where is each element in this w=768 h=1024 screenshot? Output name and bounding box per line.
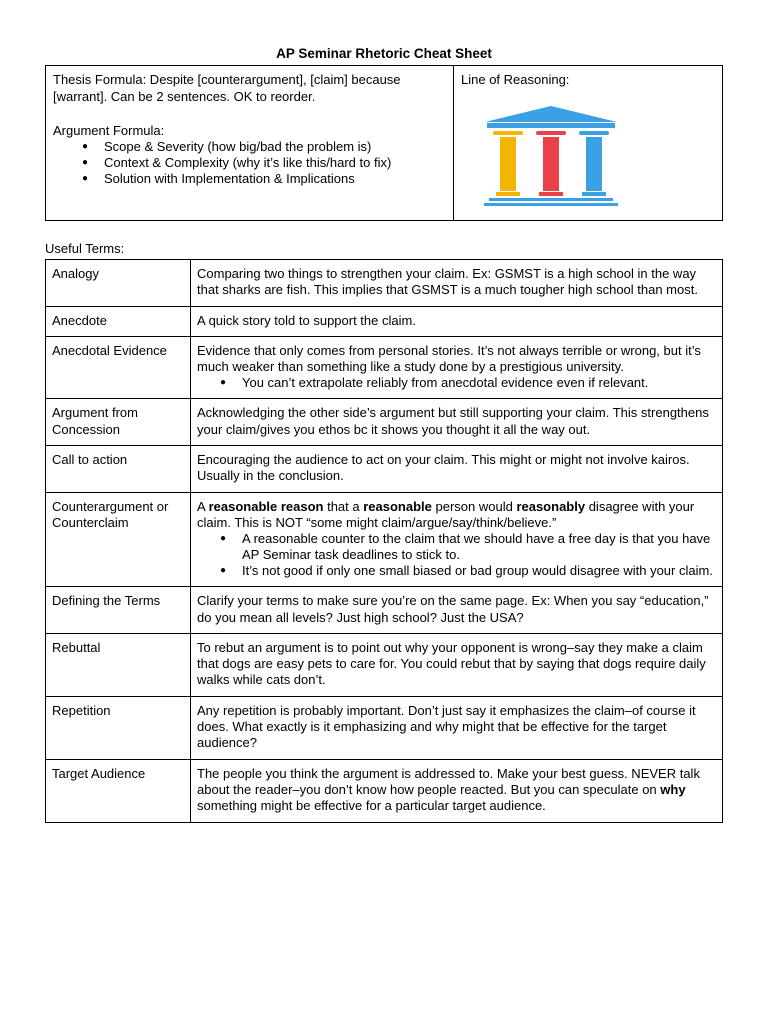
argument-formula-item: ● Solution with Implementation & Implications — [104, 171, 446, 187]
term-cell: Anecdotal Evidence — [46, 336, 191, 399]
term-cell: Repetition — [46, 696, 191, 759]
definition-bullets — [197, 375, 715, 391]
term-cell: Analogy — [46, 260, 191, 307]
formula-cell — [46, 66, 454, 221]
term-cell: Target Audience — [46, 759, 191, 822]
argument-formula-heading: Argument Formula: — [53, 123, 165, 138]
temple-roof — [485, 106, 617, 122]
term-cell: Rebuttal — [46, 633, 191, 696]
definition-cell: To rebut an argument is to point out why your opponent is wrong–say they make a claim that dogs are easy pets to care for. You could rebut that by saying that dogs require daily walks while cats don’t. — [191, 633, 723, 696]
definition-text: A reasonable reason that a reasonable person would reasonably disagree with your claim. This is NOT “some might claim/argue/say/think/believe.” — [197, 498, 695, 530]
table-row — [46, 759, 723, 822]
definition-text: Evidence that only comes from personal stories. It’s not always terrible or wrong, but it’s much weaker than something like a study done by a prestigious university. — [197, 342, 701, 375]
useful-terms-label: Useful Terms: — [45, 241, 125, 256]
term-cell: Defining the Terms — [46, 587, 191, 634]
column-middle — [536, 131, 566, 196]
definition-cell: Encouraging the audience to act on your claim. This might or might not involve kairos. Usually in the conclusion. — [191, 446, 723, 493]
table-row — [46, 306, 723, 336]
term-cell: Call to action — [46, 446, 191, 493]
argument-formula-item: ● Scope & Severity (how big/bad the problem is) — [104, 139, 446, 155]
temple-columns-icon — [481, 104, 621, 214]
definition-cell — [191, 336, 723, 399]
table-row — [46, 633, 723, 696]
definition-cell: Clarify your terms to make sure you’re on the same page. Ex: When you say “education,” do you mean all levels? Just high school? Just the USA? — [191, 587, 723, 634]
definition-cell: A quick story told to support the claim. — [191, 306, 723, 336]
definition-cell: Acknowledging the other side’s argument but still supporting your claim. This strengthens your claim/gives you ethos bc it shows you thought it all the way out. — [191, 399, 723, 446]
table-row — [46, 399, 723, 446]
temple-step — [489, 198, 613, 201]
table-row — [46, 446, 723, 493]
temple-step — [484, 203, 618, 206]
definition-bullet: ● You can’t extrapolate reliably from anecdotal evidence even if relevant. — [242, 375, 715, 391]
argument-formula-list — [53, 139, 446, 187]
definition-cell: The people you think the argument is addressed to. Make your best guess. NEVER talk about the reader–you don’t know how people reacted. But you can speculate on why something might be effective for a particular target audience. — [191, 759, 723, 822]
term-cell: Argument from Concession — [46, 399, 191, 446]
temple-roof-beam — [487, 123, 615, 128]
column-right — [579, 131, 609, 196]
page-title: AP Seminar Rhetoric Cheat Sheet — [276, 46, 492, 61]
table-row — [46, 336, 723, 399]
thesis-formula: Thesis Formula: Despite [counterargument], [claim] because [warrant]. Can be 2 sentences. OK to reorder. — [53, 72, 401, 104]
table-row — [46, 696, 723, 759]
line-of-reasoning-cell — [454, 66, 723, 221]
definition-cell — [191, 492, 723, 587]
definition-bullets — [197, 531, 715, 579]
table-row — [46, 492, 723, 587]
argument-formula-item: ● Context & Complexity (why it’s like this/hard to fix) — [104, 155, 446, 171]
terms-table — [45, 259, 723, 823]
formula-table — [45, 65, 723, 221]
column-left — [493, 131, 523, 196]
table-row — [46, 587, 723, 634]
line-of-reasoning-label: Line of Reasoning: — [461, 72, 570, 87]
term-cell: Counterargument or Counterclaim — [46, 492, 191, 587]
definition-cell: Any repetition is probably important. Don’t just say it emphasizes the claim–of course it does. What exactly is it emphasizing and why might that be effective for the target audience? — [191, 696, 723, 759]
definition-cell: Comparing two things to strengthen your claim. Ex: GSMST is a high school in the way that sharks are fish. This implies that GSMST is a much tougher high school than most. — [191, 260, 723, 307]
definition-bullet: ● It’s not good if only one small biased or bad group would disagree with your claim. — [242, 563, 715, 579]
definition-bullet: ● A reasonable counter to the claim that we should have a free day is that you have AP Seminar task deadlines to stick to. — [242, 531, 715, 563]
term-cell: Anecdote — [46, 306, 191, 336]
table-row — [46, 260, 723, 307]
